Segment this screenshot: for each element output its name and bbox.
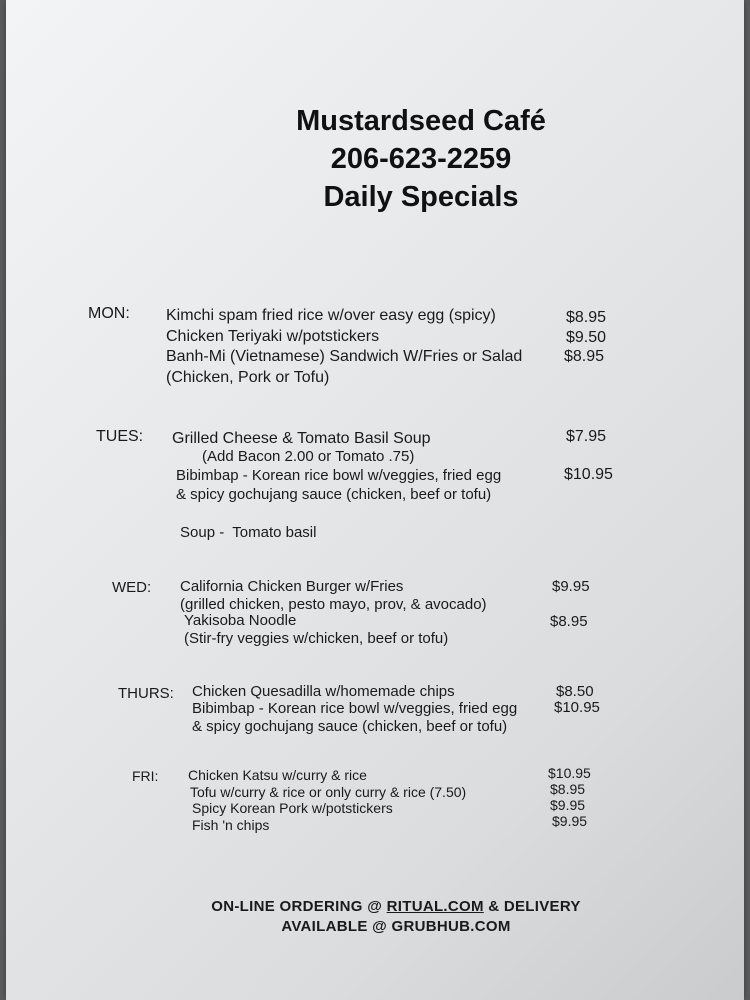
menu-item-line: Spicy Korean Pork w/potstickers: [192, 800, 393, 816]
cafe-phone: 206-623-2259: [330, 143, 512, 175]
footer-line-2: AVAILABLE @ GRUBHUB.COM: [281, 918, 511, 935]
menu-item-line: Kimchi spam fried rice w/over easy egg (spicy): [166, 307, 496, 324]
menu-item-price: $9.50: [566, 329, 607, 346]
cafe-name: Mustardseed Café: [296, 105, 546, 137]
menu-item-price: $8.95: [566, 309, 607, 326]
menu-item-price: $10.95: [564, 466, 613, 483]
menu-item-line: & spicy gochujang sauce (chicken, beef or tofu): [176, 486, 492, 503]
footer-prefix: ON-LINE ORDERING @: [211, 898, 387, 915]
menu-item-line: Banh-Mi (Vietnamese) Sandwich W/Fries or Salad: [166, 348, 523, 365]
day-label-mon: MON:: [88, 305, 130, 322]
footer-line-1: [186, 897, 606, 917]
menu-header: [206, 102, 636, 216]
menu-title: Daily Specials: [323, 181, 519, 213]
menu-item-price: $9.95: [552, 578, 590, 595]
menu-paper: [6, 0, 744, 1000]
footer-suffix: & DELIVERY: [483, 898, 581, 915]
menu-item-price: $8.50: [556, 683, 594, 700]
menu-item-line: Soup - Tomato basil: [180, 524, 317, 541]
menu-item-price: $8.95: [550, 781, 586, 797]
menu-item-line: Tofu w/curry & rice or only curry & rice (7.50): [190, 784, 467, 800]
menu-item-price: $8.95: [550, 613, 588, 630]
menu-item-line: (Chicken, Pork or Tofu): [166, 369, 330, 386]
day-label-wed: WED:: [112, 579, 152, 596]
menu-item-line: Yakisoba Noodle: [184, 612, 297, 629]
day-label-thurs: THURS:: [118, 685, 174, 702]
ritual-link: RITUAL.COM: [386, 898, 484, 915]
day-label-fri: FRI:: [132, 768, 159, 784]
menu-item-line: Chicken Teriyaki w/potstickers: [166, 328, 380, 345]
day-label-tues: TUES:: [96, 428, 144, 445]
menu-item-price: $9.95: [552, 813, 588, 829]
menu-item-price: $7.95: [566, 428, 607, 445]
ordering-footer: [186, 897, 606, 937]
menu-item-line: Bibimbap - Korean rice bowl w/veggies, fried egg: [176, 467, 502, 484]
menu-item-line: Grilled Cheese & Tomato Basil Soup: [172, 430, 431, 447]
menu-item-line: Bibimbap - Korean rice bowl w/veggies, fried egg: [192, 700, 518, 717]
menu-item-line: Chicken Quesadilla w/homemade chips: [192, 683, 455, 700]
menu-item-line: & spicy gochujang sauce (chicken, beef or tofu): [192, 718, 508, 735]
menu-item-price: $10.95: [548, 765, 591, 781]
menu-item-line: Fish 'n chips: [192, 817, 270, 833]
menu-item-price: $8.95: [564, 348, 605, 365]
menu-item-line: California Chicken Burger w/Fries: [180, 578, 404, 595]
menu-item-line: (Stir-fry veggies w/chicken, beef or tofu): [184, 630, 449, 647]
menu-item-line: (Add Bacon 2.00 or Tomato .75): [202, 448, 415, 465]
menu-item-price: $10.95: [554, 699, 600, 716]
menu-item-line: (grilled chicken, pesto mayo, prov, & avocado): [180, 596, 487, 613]
menu-item-price: $9.95: [550, 797, 586, 813]
menu-item-line: Chicken Katsu w/curry & rice: [188, 767, 367, 783]
